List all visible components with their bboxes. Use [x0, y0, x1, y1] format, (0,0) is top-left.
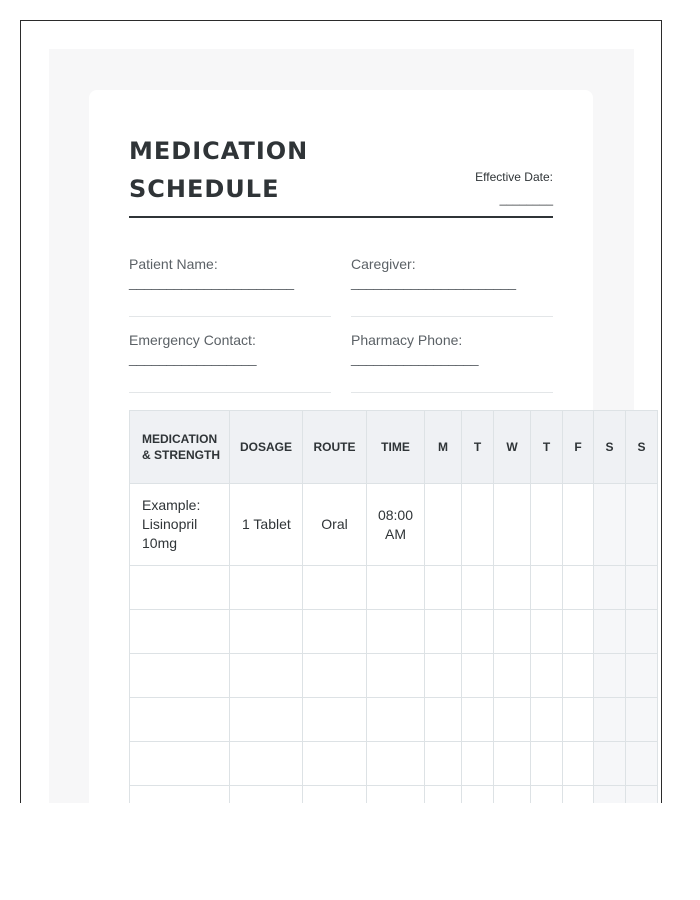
- day-cell[interactable]: [531, 566, 563, 610]
- table-row: [130, 786, 658, 804]
- emergency-contact-blank[interactable]: _________________: [129, 350, 257, 366]
- day-cell[interactable]: [462, 566, 494, 610]
- example-dosage[interactable]: 1 Tablet: [230, 484, 303, 566]
- pharmacy-phone-field[interactable]: [351, 332, 553, 393]
- time-cell[interactable]: [367, 786, 425, 804]
- day-cell[interactable]: [531, 786, 563, 804]
- header-medication: MEDICATION & STRENGTH: [130, 411, 230, 484]
- header-day-sunday: S: [626, 411, 658, 484]
- dosage-cell[interactable]: [230, 698, 303, 742]
- medication-cell[interactable]: [130, 610, 230, 654]
- route-cell[interactable]: [303, 566, 367, 610]
- medication-cell[interactable]: [130, 654, 230, 698]
- day-cell[interactable]: [494, 742, 531, 786]
- header-day-thursday: T: [531, 411, 563, 484]
- day-cell[interactable]: [626, 566, 658, 610]
- pharmacy-phone-label: Pharmacy Phone:: [351, 332, 463, 348]
- medication-table: [129, 410, 658, 803]
- header-time: TIME: [367, 411, 425, 484]
- medication-cell[interactable]: [130, 742, 230, 786]
- day-cell[interactable]: [531, 484, 563, 566]
- day-cell[interactable]: [594, 654, 626, 698]
- day-cell[interactable]: [462, 786, 494, 804]
- day-cell[interactable]: [563, 786, 594, 804]
- route-cell[interactable]: [303, 698, 367, 742]
- patient-name-blank[interactable]: ______________________: [129, 274, 294, 290]
- day-cell[interactable]: [425, 698, 462, 742]
- table-row: [130, 654, 658, 698]
- day-cell[interactable]: [425, 786, 462, 804]
- day-cell[interactable]: [626, 610, 658, 654]
- day-cell[interactable]: [462, 484, 494, 566]
- table-row: [130, 610, 658, 654]
- day-cell[interactable]: [626, 484, 658, 566]
- pharmacy-phone-blank[interactable]: _________________: [351, 350, 479, 366]
- time-cell[interactable]: [367, 610, 425, 654]
- patient-name-field[interactable]: [129, 256, 331, 317]
- day-cell[interactable]: [462, 698, 494, 742]
- effective-date-blank[interactable]: ________: [499, 192, 553, 206]
- day-cell[interactable]: [462, 654, 494, 698]
- dosage-cell[interactable]: [230, 610, 303, 654]
- day-cell[interactable]: [594, 566, 626, 610]
- day-cell[interactable]: [563, 654, 594, 698]
- emergency-contact-label: Emergency Contact:: [129, 332, 256, 348]
- day-cell[interactable]: [563, 566, 594, 610]
- medication-cell[interactable]: [130, 698, 230, 742]
- page-title: MEDICATION SCHEDULE: [129, 137, 309, 203]
- patient-name-label: Patient Name:: [129, 256, 218, 272]
- dosage-cell[interactable]: [230, 566, 303, 610]
- day-cell[interactable]: [425, 484, 462, 566]
- day-cell[interactable]: [626, 698, 658, 742]
- day-cell[interactable]: [531, 610, 563, 654]
- day-cell[interactable]: [494, 566, 531, 610]
- table-row: [130, 566, 658, 610]
- day-cell[interactable]: [626, 786, 658, 804]
- example-route[interactable]: Oral: [303, 484, 367, 566]
- table-row: [130, 742, 658, 786]
- example-time[interactable]: 08:00 AM: [367, 484, 425, 566]
- time-cell[interactable]: [367, 654, 425, 698]
- header-day-friday: F: [563, 411, 594, 484]
- day-cell[interactable]: [594, 742, 626, 786]
- dosage-cell[interactable]: [230, 742, 303, 786]
- day-cell[interactable]: [494, 484, 531, 566]
- day-cell[interactable]: [563, 698, 594, 742]
- route-cell[interactable]: [303, 610, 367, 654]
- header-dosage: DOSAGE: [230, 411, 303, 484]
- medication-cell[interactable]: [130, 566, 230, 610]
- header-day-saturday: S: [594, 411, 626, 484]
- day-cell[interactable]: [563, 484, 594, 566]
- day-cell[interactable]: [425, 566, 462, 610]
- header-day-monday: M: [425, 411, 462, 484]
- day-cell[interactable]: [531, 698, 563, 742]
- caregiver-field[interactable]: [351, 256, 553, 317]
- dosage-cell[interactable]: [230, 786, 303, 804]
- day-cell[interactable]: [425, 654, 462, 698]
- time-cell[interactable]: [367, 698, 425, 742]
- header-route: ROUTE: [303, 411, 367, 484]
- route-cell[interactable]: [303, 742, 367, 786]
- effective-date-label: Effective Date:: [475, 170, 553, 184]
- schedule-sheet: [89, 90, 646, 803]
- day-cell[interactable]: [594, 484, 626, 566]
- day-cell[interactable]: [594, 610, 626, 654]
- document-viewport: [20, 20, 662, 803]
- day-cell[interactable]: [494, 654, 531, 698]
- table-row: [130, 698, 658, 742]
- table-row-example: [130, 484, 658, 566]
- route-cell[interactable]: [303, 786, 367, 804]
- day-cell[interactable]: [425, 742, 462, 786]
- day-cell[interactable]: [462, 610, 494, 654]
- page-canvas: [49, 49, 646, 803]
- route-cell[interactable]: [303, 654, 367, 698]
- day-cell[interactable]: [494, 786, 531, 804]
- day-cell[interactable]: [494, 698, 531, 742]
- caregiver-label: Caregiver:: [351, 256, 416, 272]
- day-cell[interactable]: [626, 742, 658, 786]
- day-cell[interactable]: [425, 610, 462, 654]
- caregiver-blank[interactable]: ______________________: [351, 274, 516, 290]
- day-cell[interactable]: [531, 654, 563, 698]
- day-cell[interactable]: [494, 610, 531, 654]
- dosage-cell[interactable]: [230, 654, 303, 698]
- time-cell[interactable]: [367, 742, 425, 786]
- day-cell[interactable]: [594, 786, 626, 804]
- document-header: [129, 130, 553, 218]
- medication-cell[interactable]: [130, 786, 230, 804]
- day-cell[interactable]: [563, 610, 594, 654]
- day-cell[interactable]: [563, 742, 594, 786]
- time-cell[interactable]: [367, 566, 425, 610]
- day-cell[interactable]: [531, 742, 563, 786]
- header-day-wednesday: W: [494, 411, 531, 484]
- emergency-contact-field[interactable]: [129, 332, 331, 393]
- day-cell[interactable]: [594, 698, 626, 742]
- day-cell[interactable]: [462, 742, 494, 786]
- day-cell[interactable]: [626, 654, 658, 698]
- example-medication[interactable]: Example: Lisinopril 10mg: [130, 484, 230, 566]
- table-header-row: [130, 411, 658, 484]
- header-day-tuesday: T: [462, 411, 494, 484]
